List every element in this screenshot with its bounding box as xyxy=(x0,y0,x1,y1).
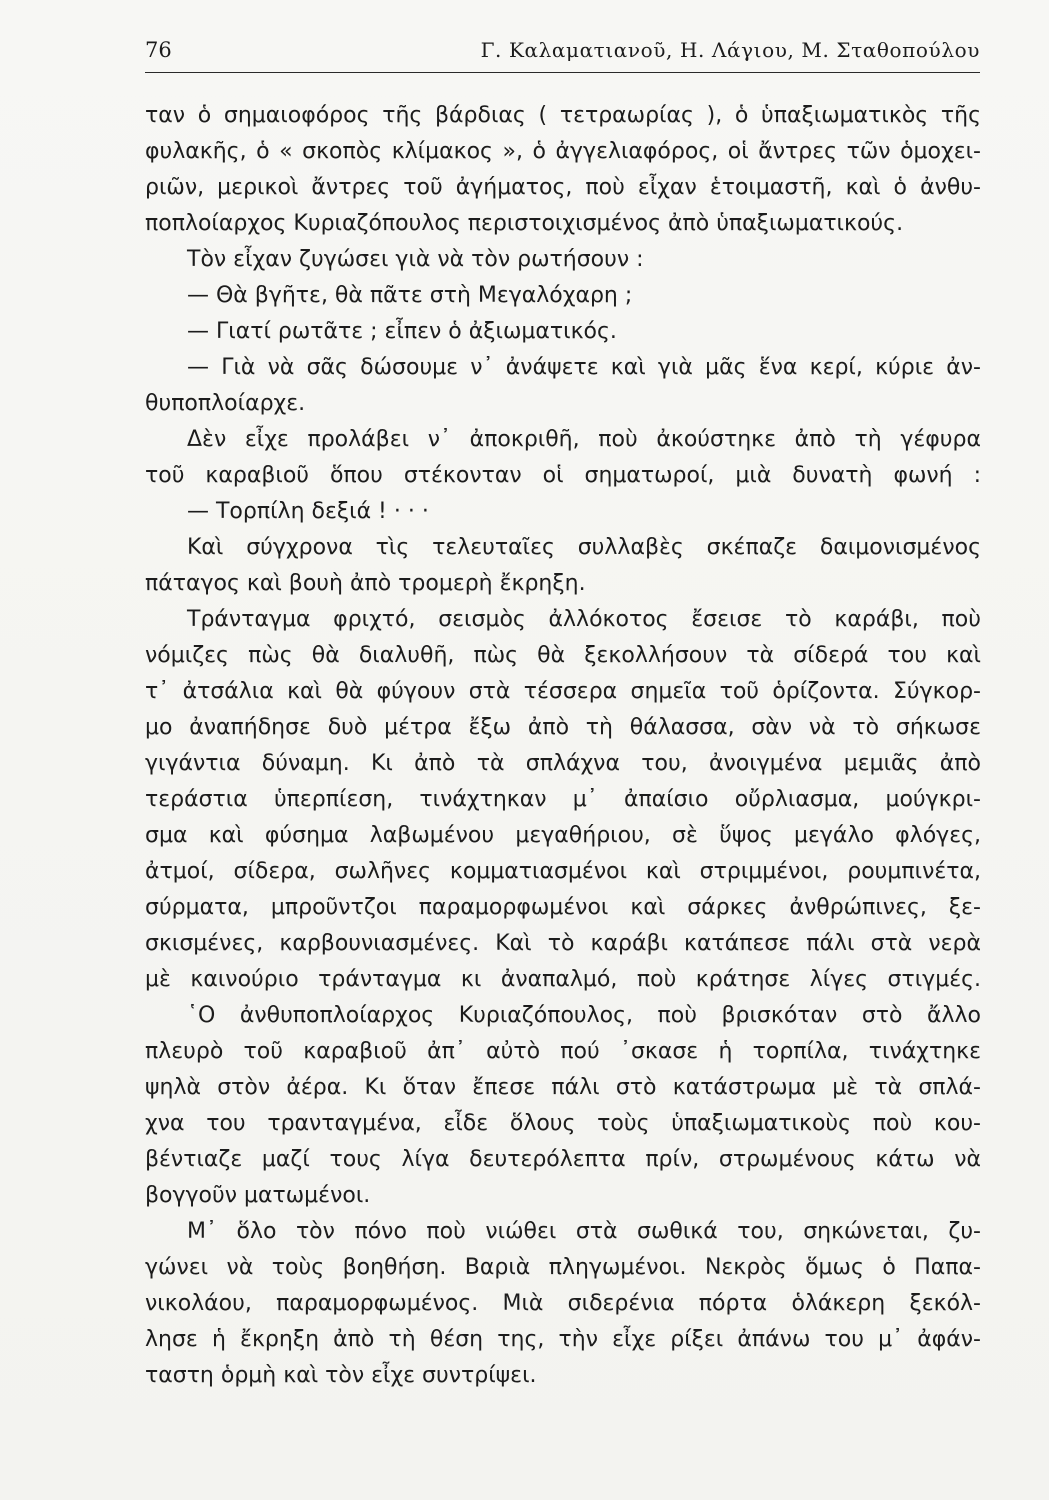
text-line: τεράστια ὑπερπίεση, τινάχτηκαν μ᾿ ἀπαίσιο οὔρλιασμα, μούγκρι- xyxy=(145,787,981,812)
text-line: — Τορπίλη δεξιά ! · · · xyxy=(187,499,429,524)
text-line: βογγοῦν ματωμένοι. xyxy=(145,1183,371,1208)
body-text xyxy=(145,98,981,1394)
text-line: γώνει νὰ τοὺς βοηθήση. Βαριὰ πληγωμένοι. Νεκρὸς ὅμως ὁ Παπα- xyxy=(145,1255,981,1280)
text-line: ταν ὁ σημαιοφόρος τῆς βάρδιας ( τετραωρίας ), ὁ ὑπαξιωματικὸς τῆς xyxy=(145,103,981,128)
text-line: — Γιὰ νὰ σᾶς δώσουμε ν᾿ ἀνάψετε καὶ γιὰ μᾶς ἕνα κερί, κύριε ἀν- xyxy=(187,355,981,380)
text-line: σμα καὶ φύσημα λαβωμένου μεγαθήριου, σὲ ὕψος μεγάλο φλόγες, xyxy=(145,823,981,848)
text-line: πάταγος καὶ βουὴ ἀπὸ τρομερὴ ἔκρηξη. xyxy=(145,571,586,596)
text-line: ριῶν, μερικοὶ ἄντρες τοῦ ἀγήματος, ποὺ εἶχαν ἑτοιμαστῆ, καὶ ὁ ἀνθυ- xyxy=(145,175,981,200)
text-line: σύρματα, μπροῦντζοι παραμορφωμένοι καὶ σάρκες ἀνθρώπινες, ξε- xyxy=(145,895,981,920)
text-line: ἀτμοί, σίδερα, σωλῆνες κομματιασμένοι καὶ στριμμένοι, ρουμπινέτα, xyxy=(145,859,981,884)
text-line: σκισμένες, καρβουνιασμένες. Καὶ τὸ καράβι κατάπεσε πάλι στὰ νερὰ xyxy=(145,931,981,956)
text-line: μο ἀναπήδησε δυὸ μέτρα ἔξω ἀπὸ τὴ θάλασσα, σὰν νὰ τὸ σήκωσε xyxy=(145,715,981,740)
text-line: ῾Ο ἀνθυποπλοίαρχος Κυριαζόπουλος, ποὺ βρισκόταν στὸ ἄλλο xyxy=(187,1003,981,1028)
text-line: φυλακῆς, ὁ « σκοπὸς κλίμακος », ὁ ἀγγελιαφόρος, οἱ ἄντρες τῶν ὁμοχει- xyxy=(145,139,981,164)
text-line: γιγάντια δύναμη. Κι ἀπὸ τὰ σπλάχνα του, ἀνοιγμένα μεμιᾶς ἀπὸ xyxy=(145,751,981,776)
text-line: βέντιαζε μαζί τους λίγα δευτερόλεπτα πρίν, στρωμένους κάτω νὰ xyxy=(145,1147,981,1172)
text-line: νικολάου, παραμορφωμένος. Μιὰ σιδερένια πόρτα ὁλάκερη ξεκόλ- xyxy=(145,1291,981,1316)
header-rule xyxy=(145,72,980,73)
text-line: χνα του τρανταγμένα, εἶδε ὅλους τοὺς ὑπαξιωματικοὺς ποὺ κου- xyxy=(145,1111,981,1136)
text-line: ψηλὰ στὸν ἀέρα. Κι ὅταν ἔπεσε πάλι στὸ κατάστρωμα μὲ τὰ σπλά- xyxy=(145,1075,981,1100)
text-line: — Γιατί ρωτᾶτε ; εἶπεν ὁ ἀξιωματικός. xyxy=(187,319,617,344)
text-line: Καὶ σύγχρονα τὶς τελευταῖες συλλαβὲς σκέπαζε δαιμονισμένος xyxy=(187,535,981,560)
page-header xyxy=(145,38,980,74)
text-line: — Θὰ βγῆτε, θὰ πᾶτε στὴ Μεγαλόχαρη ; xyxy=(187,283,633,308)
text-line: νόμιζες πὼς θὰ διαλυθῆ, πὼς θὰ ξεκολλήσουν τὰ σίδερά του καὶ xyxy=(145,643,981,668)
text-line: λησε ἡ ἔκρηξη ἀπὸ τὴ θέση της, τὴν εἶχε ρίξει ἀπάνω του μ᾿ ἀφάν- xyxy=(145,1327,981,1352)
text-line: Τράνταγμα φριχτό, σεισμὸς ἀλλόκοτος ἔσεισε τὸ καράβι, ποὺ xyxy=(187,607,981,632)
running-title: Γ. Καλαματιανοῦ, Η. Λάγιου, Μ. Σταθοπούλου xyxy=(480,38,980,62)
text-line: τοῦ καραβιοῦ ὅπου στέκονταν οἱ σηματωροί, μιὰ δυνατὴ φωνή : xyxy=(145,463,981,488)
text-line: πλευρὸ τοῦ καραβιοῦ ἀπ᾿ αὐτὸ πού ᾿σκασε ἡ τορπίλα, τινάχτηκε xyxy=(145,1039,981,1064)
text-line: θυποπλοίαρχε. xyxy=(145,391,306,416)
text-line: Τὸν εἶχαν ζυγώσει γιὰ νὰ τὸν ρωτήσουν : xyxy=(187,247,644,272)
text-line: Μ᾿ ὅλο τὸν πόνο ποὺ νιώθει στὰ σωθικά του, σηκώνεται, ζυ- xyxy=(187,1219,981,1244)
text-line: τ᾿ ἀτσάλια καὶ θὰ φύγουν στὰ τέσσερα σημεῖα τοῦ ὁρίζοντα. Σύγκορ- xyxy=(145,679,981,704)
text-line: μὲ καινούριο τράνταγμα κι ἀναπαλμό, ποὺ κράτησε λίγες στιγμές. xyxy=(145,967,981,992)
text-line: ποπλοίαρχος Κυριαζόπουλος περιστοιχισμένος ἀπὸ ὑπαξιωματικούς. xyxy=(145,211,904,236)
text-line: ταστη ὁρμὴ καὶ τὸν εἶχε συντρίψει. xyxy=(145,1363,537,1388)
page-number: 76 xyxy=(145,38,172,62)
text-line: Δὲν εἶχε προλάβει ν᾿ ἀποκριθῆ, ποὺ ἀκούστηκε ἀπὸ τὴ γέφυρα xyxy=(187,427,981,452)
